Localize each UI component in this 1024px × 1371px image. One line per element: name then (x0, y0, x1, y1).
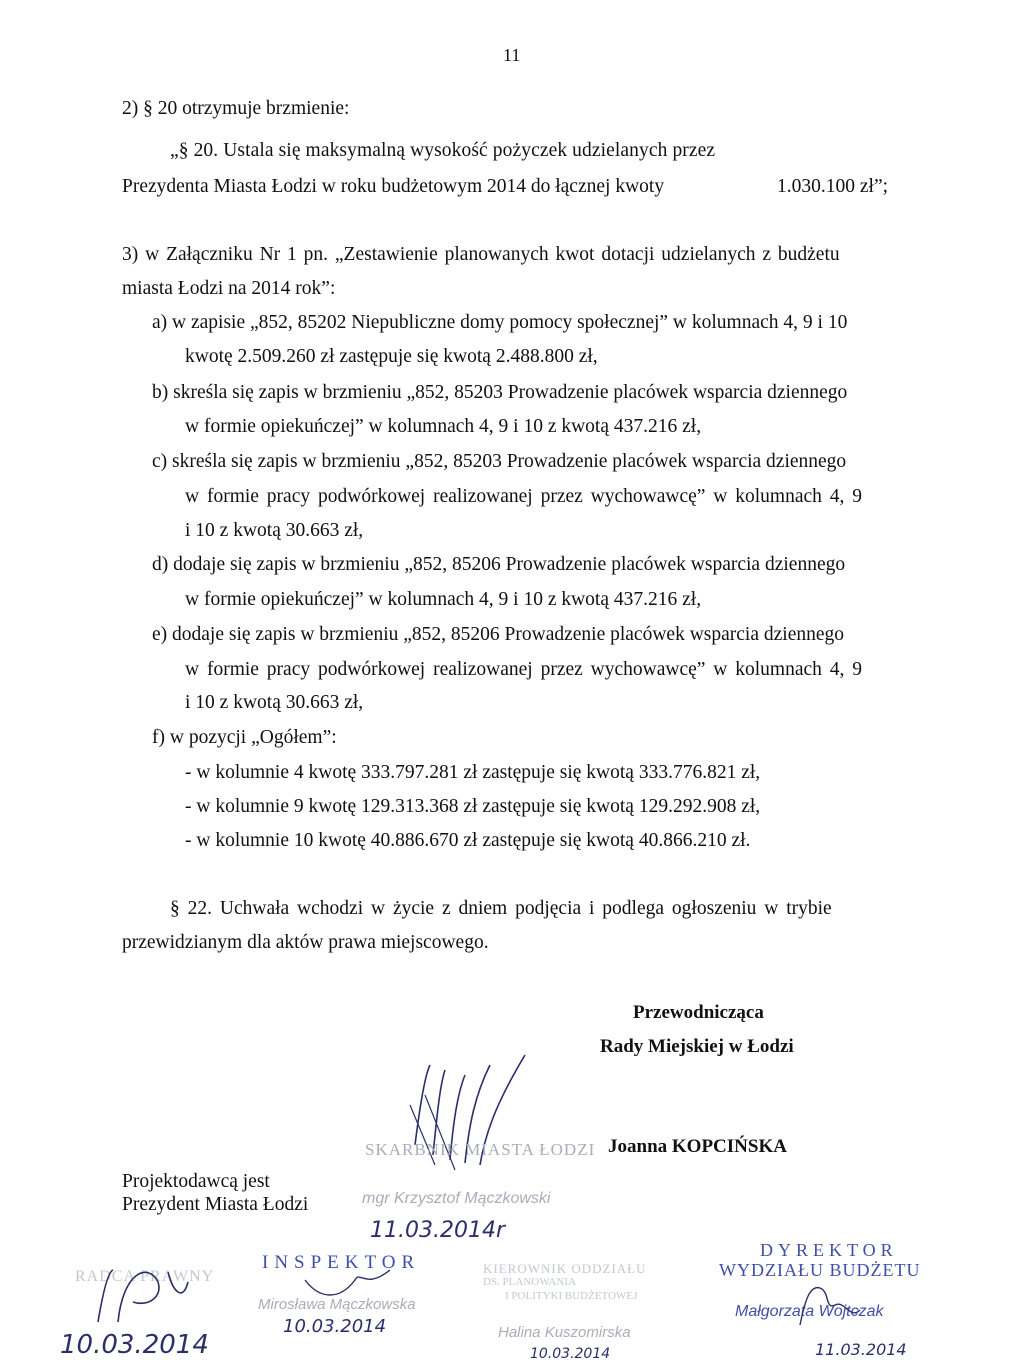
signature-name: Joanna KOPCIŃSKA (608, 1136, 787, 1157)
item-3-line-1: 3) w Załączniku Nr 1 pn. „Zestawienie planowanych kwot dotacji udzielanych z budżetu (122, 244, 840, 265)
kierownik-date: 10.03.2014 (530, 1346, 611, 1362)
dyrektor-stamp-title-2: WYDZIAŁU BUDŻETU (719, 1260, 921, 1280)
inspektor-date: 10.03.2014 (283, 1316, 387, 1337)
chairwoman-signature (395, 1045, 555, 1185)
kierownik-stamp-title-2: DS. PLANOWANIA (483, 1276, 576, 1288)
item-a-line-1: a) w zapisie „852, 85202 Niepubliczne domy pomocy społecznej” w kolumnach 4, 9 i 10 (152, 312, 848, 333)
section-22-line-2: przewidzianym dla aktów prawa miejscowego. (122, 932, 489, 953)
kierownik-stamp-title-3: I POLITYKI BUDŻETOWEJ (505, 1290, 638, 1302)
item-e-line-2: w formie pracy podwórkowej realizowanej przez wychowawcę” w kolumnach 4, 9 (185, 659, 863, 680)
item-c-line-3: i 10 z kwotą 30.663 zł, (185, 520, 364, 541)
kierownik-stamp-title-1: KIEROWNIK ODDZIAŁU (483, 1261, 647, 1276)
item-f-line-2: - w kolumnie 9 kwotę 129.313.368 zł zastępuje się kwotą 129.292.908 zł, (185, 796, 761, 817)
item-2-amount: 1.030.100 zł”; (777, 176, 889, 197)
item-a-line-2: kwotę 2.509.260 zł zastępuje się kwotą 2.488.800 zł, (185, 346, 598, 367)
signature-title-2: Rady Miejskiej w Łodzi (600, 1036, 794, 1057)
kierownik-stamp-name: Halina Kuszomirska (498, 1324, 631, 1341)
item-2-heading: 2) § 20 otrzymuje brzmienie: (122, 98, 350, 119)
radca-signature (88, 1262, 198, 1332)
item-f-heading: f) w pozycji „Ogółem”: (152, 727, 337, 748)
skarbnik-date: 11.03.2014r (370, 1218, 506, 1243)
item-e-line-3: i 10 z kwotą 30.663 zł, (185, 692, 364, 713)
dyrektor-signature (790, 1280, 870, 1330)
author-line-1: Projektodawcą jest (122, 1171, 270, 1192)
item-3-line-2: miasta Łodzi na 2014 rok”: (122, 278, 336, 299)
skarbnik-stamp-title: SKARBNIK MIASTA ŁODZI (365, 1140, 596, 1159)
skarbnik-stamp-name: mgr Krzysztof Mączkowski (362, 1190, 551, 1207)
section-22-line-1: § 22. Uchwała wchodzi w życie z dniem podjęcia i podlega ogłoszeniu w trybie (170, 898, 832, 919)
inspektor-stamp-title: INSPEKTOR (262, 1252, 421, 1273)
item-2-text-line-2: Prezydenta Miasta Łodzi w roku budżetowym 2014 do łącznej kwoty (122, 176, 665, 197)
signature-title-1: Przewodnicząca (633, 1002, 764, 1023)
item-b-line-1: b) skreśla się zapis w brzmieniu „852, 85203 Prowadzenie placówek wsparcia dziennego (152, 382, 848, 403)
item-f-line-1: - w kolumnie 4 kwotę 333.797.281 zł zastępuje się kwotą 333.776.821 zł, (185, 762, 761, 783)
author-line-2: Prezydent Miasta Łodzi (122, 1194, 309, 1215)
item-d-line-1: d) dodaje się zapis w brzmieniu „852, 85206 Prowadzenie placówek wsparcia dziennego (152, 554, 846, 575)
item-d-line-2: w formie opiekuńczej” w kolumnach 4, 9 i 10 z kwotą 437.216 zł, (185, 589, 702, 610)
inspektor-signature (300, 1265, 400, 1305)
item-2-text-line-1: „§ 20. Ustala się maksymalną wysokość pożyczek udzielanych przez (170, 140, 716, 161)
dyrektor-stamp-name: Małgorzata Wojtczak (735, 1303, 884, 1320)
item-c-line-1: c) skreśla się zapis w brzmieniu „852, 85203 Prowadzenie placówek wsparcia dziennego (152, 451, 847, 472)
page-number: 11 (503, 45, 521, 65)
item-e-line-1: e) dodaje się zapis w brzmieniu „852, 85206 Prowadzenie placówek wsparcia dziennego (152, 624, 845, 645)
item-c-line-2: w formie pracy podwórkowej realizowanej przez wychowawcę” w kolumnach 4, 9 (185, 486, 863, 507)
radca-date: 10.03.2014 (60, 1330, 209, 1360)
dyrektor-date: 11.03.2014 (815, 1340, 907, 1359)
inspektor-stamp-name: Mirosława Mączkowska (258, 1296, 416, 1313)
radca-stamp-title: RADCA PRAWNY (75, 1268, 215, 1285)
item-f-line-3: - w kolumnie 10 kwotę 40.886.670 zł zastępuje się kwotą 40.866.210 zł. (185, 830, 751, 851)
item-b-line-2: w formie opiekuńczej” w kolumnach 4, 9 i 10 z kwotą 437.216 zł, (185, 416, 702, 437)
dyrektor-stamp-title-1: DYREKTOR (760, 1240, 898, 1260)
